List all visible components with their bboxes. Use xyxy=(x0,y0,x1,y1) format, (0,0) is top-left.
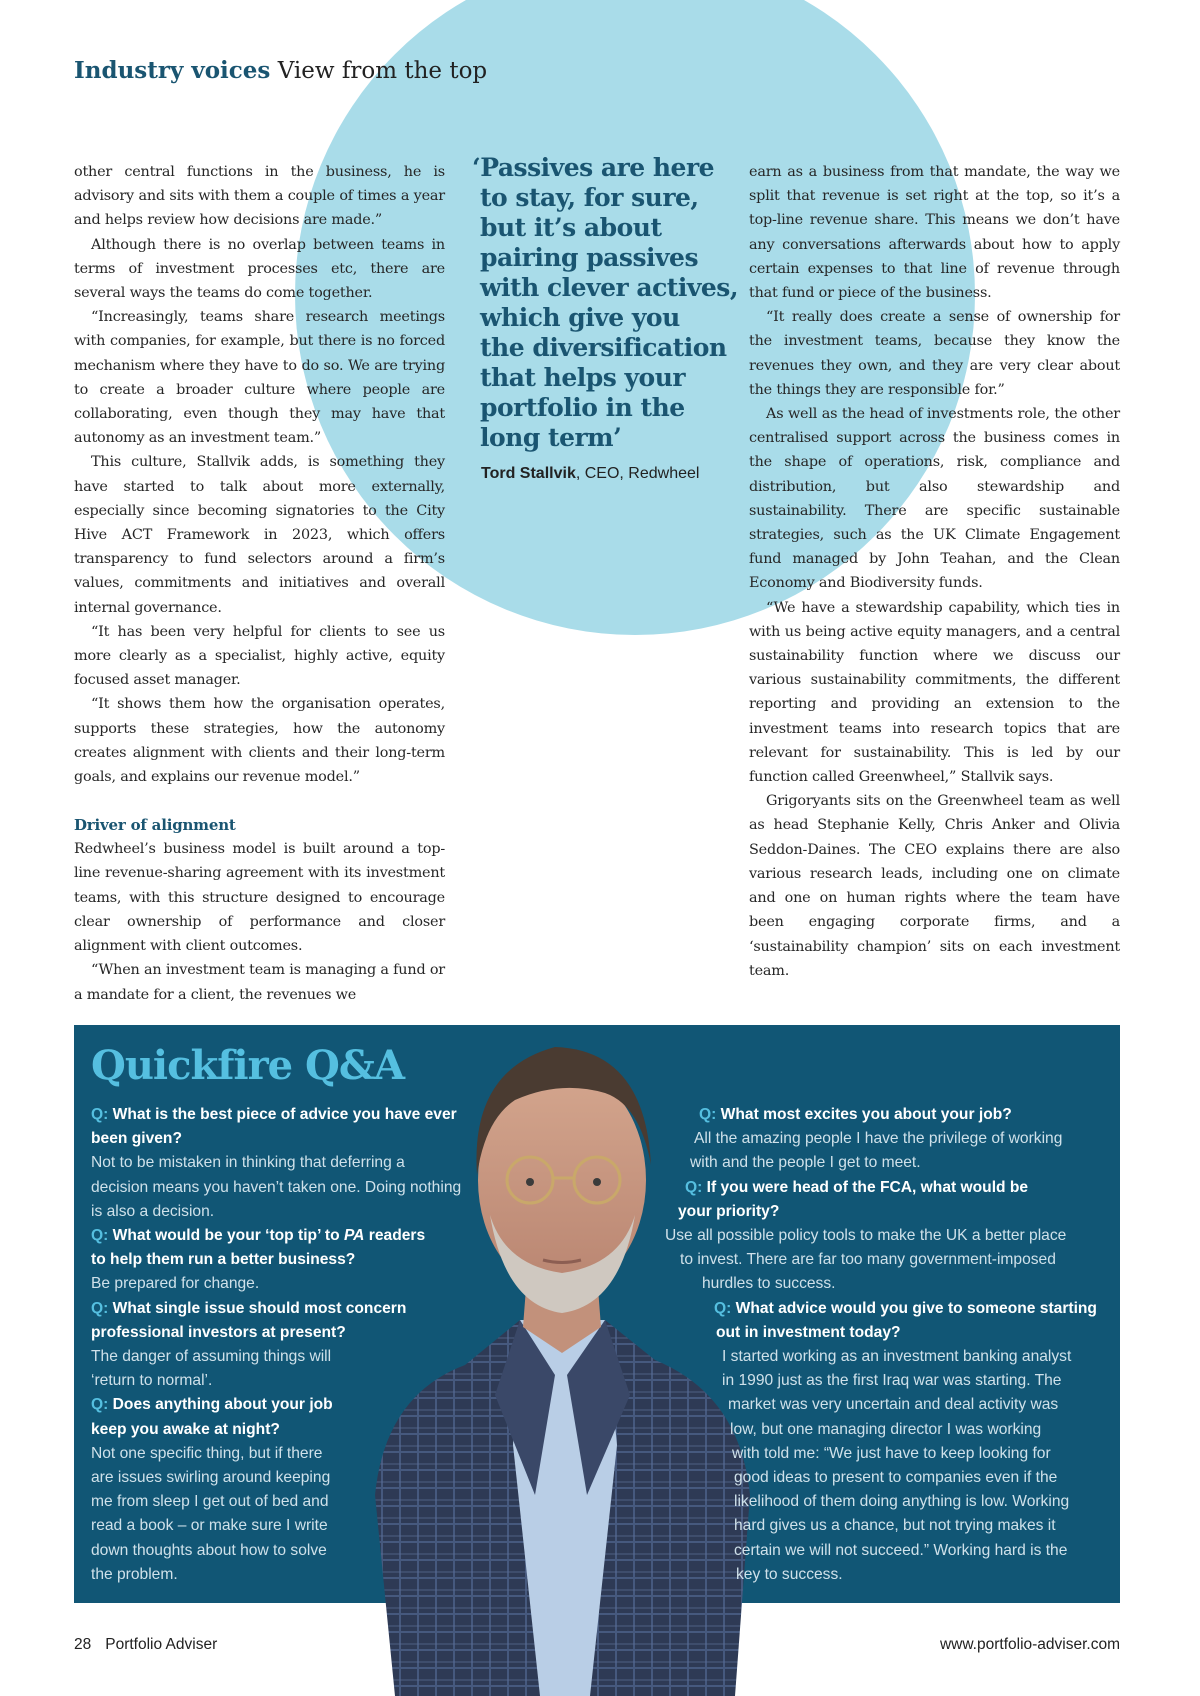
article-column-right xyxy=(749,160,1120,983)
answer-text: I started working as an investment banking analyst xyxy=(722,1348,1072,1366)
answer-text: Use all possible policy tools to make the UK a better place xyxy=(665,1227,1067,1245)
answer-text: to invest. There are far too many government-imposed xyxy=(680,1251,1056,1269)
qa-answer-line xyxy=(702,1272,1200,1296)
body-paragraph: “It really does create a sense of ownership for the investment teams, because they know the revenues they own, and they are very clear about the things they are responsible for.” xyxy=(749,309,1120,398)
qa-answer-line xyxy=(734,1490,1200,1514)
question-marker: Q: xyxy=(91,1299,113,1317)
question-marker: Q: xyxy=(91,1227,113,1245)
pull-quote-line: ‘Passives are here xyxy=(472,153,715,182)
section-subtitle: View from the top xyxy=(277,58,488,84)
answer-text: decision means you haven’t taken one. Doing nothing xyxy=(91,1178,462,1196)
subheading: Driver of alignment xyxy=(74,816,236,835)
pull-quote-line: portfolio in the xyxy=(480,393,685,422)
body-paragraph: “When an investment team is managing a fund or a mandate for a client, the revenues we xyxy=(74,962,445,1003)
qa-column-right xyxy=(0,1103,1200,1587)
answer-text: low, but one managing director I was working xyxy=(730,1420,1042,1438)
qa-question-line xyxy=(714,1297,1200,1321)
page-number: 28 xyxy=(74,1636,92,1653)
answer-text: ‘return to normal’. xyxy=(91,1372,213,1390)
answer-text: hard gives us a chance, but not trying makes it xyxy=(734,1517,1056,1535)
question-text: If you were head of the FCA, what would be xyxy=(706,1178,1029,1196)
question-marker: Q: xyxy=(91,1396,113,1414)
qa-answer-line xyxy=(734,1514,1200,1538)
article-column-left xyxy=(74,160,445,1007)
answer-text: The danger of assuming things will xyxy=(91,1348,332,1366)
body-paragraph: “It shows them how the organisation operates, supports these strategies, how the autonomy creates alignment with clients and their long-term goals, and explains our revenue model.” xyxy=(74,696,445,786)
footer-url: www.portfolio-adviser.com xyxy=(939,1636,1120,1653)
qa-answer-line xyxy=(694,1127,1200,1151)
qa-question-line xyxy=(685,1176,1200,1200)
pull-quote-line: to stay, for sure, xyxy=(480,183,699,212)
qa-answer-line xyxy=(722,1345,1200,1369)
answer-text: All the amazing people I have the privilege of working xyxy=(694,1130,1063,1148)
answer-text: with and the people I get to meet. xyxy=(690,1154,921,1172)
answer-text: read a book – or make sure I write xyxy=(91,1517,328,1535)
answer-text: hurdles to success. xyxy=(702,1275,836,1293)
question-text: What would be your ‘top tip’ to PA readers xyxy=(112,1227,426,1245)
qa-answer-line xyxy=(732,1442,1200,1466)
qa-answer-line xyxy=(730,1418,1200,1442)
body-paragraph: Although there is no overlap between teams in terms of investment processes etc, there are several ways the teams do come together. xyxy=(74,236,445,302)
answer-text: with told me: “We just have to keep looking for xyxy=(732,1444,1051,1462)
pull-quote-line: long term’ xyxy=(480,423,622,452)
question-text: professional investors at present? xyxy=(91,1323,346,1341)
question-text: What advice would you give to someone starting xyxy=(735,1299,1097,1317)
footer-left xyxy=(74,1636,217,1654)
answer-text: are issues swirling around keeping xyxy=(91,1469,331,1487)
answer-text: me from sleep I get out of bed and xyxy=(91,1493,329,1511)
question-text: What is the best piece of advice you have ever xyxy=(112,1106,457,1123)
question-text: been given? xyxy=(91,1130,182,1148)
pull-quote-line: pairing passives xyxy=(480,243,699,272)
publication-name: Portfolio Adviser xyxy=(105,1636,218,1653)
qa-answer-line xyxy=(734,1539,1200,1563)
body-paragraph: “We have a stewardship capability, which ties in with us being active equity managers, and a central sustainability function where we discuss our various sustainability commitments, the different reporting and providing an extension to the investment teams into research topics that are relevant for sustainability. This is led by our function called Greenwheel,” Stallvik says. xyxy=(749,599,1120,786)
quote-author: Tord Stallvik xyxy=(481,465,576,482)
answer-text: Not one specific thing, but if there xyxy=(91,1444,323,1462)
page-header xyxy=(74,56,487,86)
question-text: keep you awake at night? xyxy=(91,1420,280,1438)
body-paragraph: “Increasingly, teams share research meetings with companies, for example, but there is no forced mechanism where they have to do so. We are trying to create a broader culture where people are collaborating, even though they may have that autonomy as an investment team.” xyxy=(74,309,445,447)
body-paragraph: As well as the head of investments role, the other centralised support across the business comes in the shape of operations, risk, compliance and distribution, but also stewardship and sustainability. There are specific sustainable strategies, such as the UK Climate Engagement fund managed by John Teahan, and the Clean Economy and Biodiversity funds. xyxy=(749,406,1120,592)
answer-text: the problem. xyxy=(91,1565,178,1583)
body-paragraph: This culture, Stallvik adds, is something they have started to talk about more externally, especially since becoming signatories to the City Hive ACT Framework in 2023, which offers transparency to fund selectors around a firm’s values, commitments and initiatives and overall internal governance. xyxy=(74,454,445,616)
qa-question-line xyxy=(678,1200,1200,1224)
answer-text: likelihood of them doing anything is low. Working xyxy=(734,1493,1070,1511)
body-paragraph: earn as a business from that mandate, the way we split that revenue is set right at the top, so it’s a top-line revenue share. This means we don’t have any conversations afterwards about how to apply certain expenses to that line of revenue through that fund or piece of the business. xyxy=(749,164,1120,302)
answer-text: market was very uncertain and deal activity was xyxy=(728,1396,1059,1414)
body-paragraph: Redwheel’s business model is built around a top-line revenue-sharing agreement with its investment teams, with this structure designed to encourage clear ownership of performance and closer alignment with client outcomes. xyxy=(74,841,445,955)
question-marker: Q: xyxy=(91,1106,113,1123)
answer-text: certain we will not succeed.” Working hard is the xyxy=(734,1541,1068,1559)
answer-text: in 1990 just as the first Iraq war was starting. The xyxy=(722,1372,1062,1390)
answer-text: Not to be mistaken in thinking that deferring a xyxy=(91,1154,405,1172)
pull-quote xyxy=(472,153,739,453)
qa-question-line xyxy=(716,1321,1200,1345)
answer-text: Be prepared for change. xyxy=(91,1275,260,1293)
qa-answer-line xyxy=(722,1369,1200,1393)
qa-answer-line xyxy=(665,1224,1200,1248)
pull-quote-line: but it’s about xyxy=(480,213,662,242)
pull-quote-line: which give you xyxy=(480,303,680,332)
qa-question-line xyxy=(699,1103,1200,1127)
qa-answer-line xyxy=(728,1393,1200,1417)
body-paragraph: Grigoryants sits on the Greenwheel team as well as head Stephanie Kelly, Chris Anker and Olivia Seddon-Daines. The CEO explains there are also various research leads, including one on climate and one on human rights where the team have been engaging corporate firms, and a ‘sustainability champion’ sits on each investment team. xyxy=(749,793,1120,979)
question-text: to help them run a better business? xyxy=(91,1251,356,1269)
question-text: out in investment today? xyxy=(716,1323,901,1341)
pull-quote-attribution xyxy=(481,465,699,483)
qa-answer-line xyxy=(736,1563,1200,1587)
qa-title: Quickfire Q&A xyxy=(91,1042,405,1089)
question-marker: Q: xyxy=(685,1178,707,1196)
qa-answer-line xyxy=(690,1151,1200,1175)
question-marker: Q: xyxy=(714,1299,736,1317)
qa-answer-line xyxy=(680,1248,1200,1272)
quote-role: , CEO, Redwheel xyxy=(575,465,700,482)
body-paragraph: other central functions in the business, he is advisory and sits with them a couple of times a year and helps review how decisions are made.” xyxy=(74,164,445,229)
question-marker: Q: xyxy=(699,1106,721,1123)
answer-text: good ideas to present to companies even if the xyxy=(734,1469,1058,1487)
pull-quote-line: with clever actives, xyxy=(480,273,739,302)
pull-quote-line: that helps your xyxy=(480,363,686,392)
answer-text: is also a decision. xyxy=(91,1202,215,1220)
pull-quote-line: the diversification xyxy=(480,333,727,362)
question-text: What single issue should most concern xyxy=(112,1299,407,1317)
body-paragraph: “It has been very helpful for clients to see us more clearly as a specialist, highly active, equity focused asset manager. xyxy=(74,623,445,689)
question-text: What most excites you about your job? xyxy=(720,1106,1012,1123)
question-text: Does anything about your job xyxy=(112,1396,333,1414)
question-text: your priority? xyxy=(678,1202,780,1220)
answer-text: key to success. xyxy=(736,1565,843,1583)
section-title: Industry voices xyxy=(74,57,271,84)
answer-text: down thoughts about how to solve xyxy=(91,1541,327,1559)
qa-answer-line xyxy=(734,1466,1200,1490)
